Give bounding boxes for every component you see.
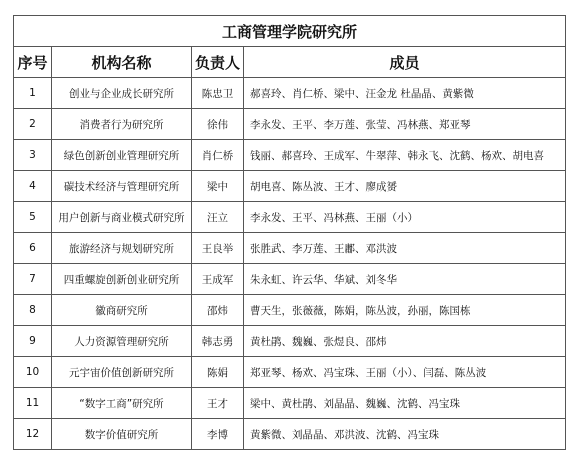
- row-head: 王才: [192, 388, 244, 419]
- row-name: 四重螺旋创新创业研究所: [52, 264, 192, 295]
- table-row: [14, 233, 566, 264]
- row-no: 1: [14, 78, 52, 109]
- row-no: 10: [14, 357, 52, 388]
- row-name: 旅游经济与规划研究所: [52, 233, 192, 264]
- row-name: 用户创新与商业模式研究所: [52, 202, 192, 233]
- row-members: 黄紫微、刘晶晶、邓洪波、沈鹤、冯宝珠: [244, 419, 566, 450]
- row-name: 元宇宙价值创新研究所: [52, 357, 192, 388]
- row-members: 钱丽、郝喜玲、王成军、牛翠萍、韩永飞、沈鹤、杨欢、胡电喜: [244, 140, 566, 171]
- row-no: 5: [14, 202, 52, 233]
- header-name: 机构名称: [52, 47, 192, 78]
- table-body: [14, 78, 566, 450]
- row-members: 郑亚琴、杨欢、冯宝珠、王丽（小）、闫磊、陈丛波: [244, 357, 566, 388]
- header-head: 负责人: [192, 47, 244, 78]
- row-head: 肖仁桥: [192, 140, 244, 171]
- header-members: 成员: [244, 47, 566, 78]
- row-name: 徽商研究所: [52, 295, 192, 326]
- row-no: 3: [14, 140, 52, 171]
- table-title: 工商管理学院研究所: [14, 16, 566, 47]
- institutes-sheet: [13, 15, 565, 450]
- table-row: [14, 419, 566, 450]
- table-row: [14, 202, 566, 233]
- row-name: 消费者行为研究所: [52, 109, 192, 140]
- row-name: 碳技术经济与管理研究所: [52, 171, 192, 202]
- row-no: 7: [14, 264, 52, 295]
- row-no: 11: [14, 388, 52, 419]
- table-row: [14, 171, 566, 202]
- row-head: 汪立: [192, 202, 244, 233]
- row-members: 李永发、王平、冯林燕、王丽（小）: [244, 202, 566, 233]
- institutes-table: [13, 15, 566, 450]
- row-name: 人力资源管理研究所: [52, 326, 192, 357]
- table-row: [14, 295, 566, 326]
- row-no: 8: [14, 295, 52, 326]
- row-no: 2: [14, 109, 52, 140]
- row-head: 王良举: [192, 233, 244, 264]
- row-name: 创业与企业成长研究所: [52, 78, 192, 109]
- row-members: 郝喜玲、肖仁桥、梁中、汪金龙 杜晶晶、黄紫微: [244, 78, 566, 109]
- table-row: [14, 140, 566, 171]
- row-head: 梁中: [192, 171, 244, 202]
- table-row: [14, 109, 566, 140]
- row-head: 陈娟: [192, 357, 244, 388]
- row-no: 9: [14, 326, 52, 357]
- row-name: “数字工商”研究所: [52, 388, 192, 419]
- row-head: 韩志勇: [192, 326, 244, 357]
- row-head: 李博: [192, 419, 244, 450]
- row-no: 4: [14, 171, 52, 202]
- row-members: 张胜武、李万莲、王鄘、邓洪波: [244, 233, 566, 264]
- table-row: [14, 388, 566, 419]
- row-members: 朱永虹、许云华、华斌、刘冬华: [244, 264, 566, 295]
- table-row: [14, 357, 566, 388]
- row-members: 黄杜鹃、魏巍、张煜良、邵炜: [244, 326, 566, 357]
- row-members: 李永发、王平、李万莲、张莹、冯林燕、郑亚琴: [244, 109, 566, 140]
- row-no: 12: [14, 419, 52, 450]
- row-head: 邵炜: [192, 295, 244, 326]
- row-head: 徐伟: [192, 109, 244, 140]
- row-head: 陈忠卫: [192, 78, 244, 109]
- row-name: 数字价值研究所: [52, 419, 192, 450]
- row-members: 梁中、黄杜鹃、刘晶晶、魏巍、沈鹤、冯宝珠: [244, 388, 566, 419]
- row-members: 胡电喜、陈丛波、王才、廖成赟: [244, 171, 566, 202]
- header-no: 序号: [14, 47, 52, 78]
- row-name: 绿色创新创业管理研究所: [52, 140, 192, 171]
- table-row: [14, 78, 566, 109]
- table-row: [14, 264, 566, 295]
- table-row: [14, 326, 566, 357]
- row-no: 6: [14, 233, 52, 264]
- row-members: 曹天生，张薇薇，陈娟，陈丛波，孙丽，陈国栋: [244, 295, 566, 326]
- row-head: 王成军: [192, 264, 244, 295]
